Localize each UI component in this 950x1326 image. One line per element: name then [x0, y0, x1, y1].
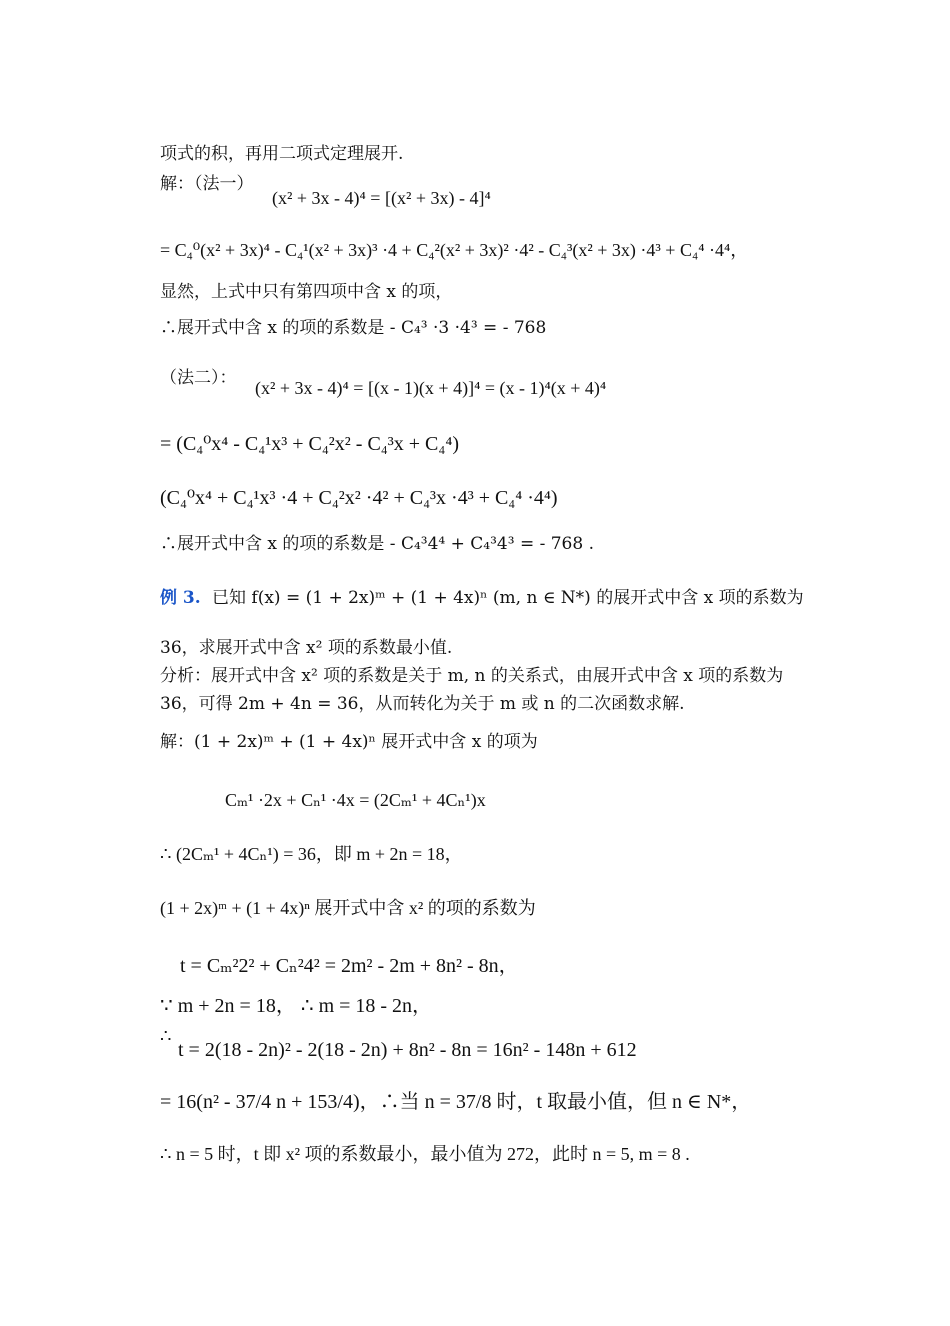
text-line: 项式的积，再用二项式定理展开.: [160, 144, 404, 164]
formula-line: = 16(n² - 37/4 n + 153/4)，∴当 n = 37/8 时，t 取最小值，但 n ∈ N*，: [160, 1091, 752, 1113]
formula-line: = (C₄⁰x⁴ - C₄¹x³ + C₄²x² - C₄³x + C₄⁴): [160, 433, 459, 455]
text-line: 显然，上式中只有第四项中含 x 的项，: [160, 282, 453, 302]
text-line: 36，求展开式中含 x² 项的系数最小值.: [160, 638, 453, 658]
text-line: 分析：展开式中含 x² 项的系数是关于 m, n 的关系式，由展开式中含 x 项的系数为: [160, 666, 784, 686]
text-line: ∴展开式中含 x 的项的系数是 - C₄³4⁴ + C₄³4³ = - 768 .: [160, 534, 594, 554]
formula-line: ∴ (2Cₘ¹ + 4Cₙ¹) = 36，即 m + 2n = 18，: [160, 844, 463, 864]
formula-line: (x² + 3x - 4)⁴ = [(x² + 3x) - 4]⁴: [272, 188, 491, 208]
formula-line: (x² + 3x - 4)⁴ = [(x - 1)(x + 4)]⁴ = (x - 1)⁴(x + 4)⁴: [255, 378, 607, 398]
formula-line: ∵ m + 2n = 18， ∴ m = 18 - 2n，: [160, 995, 433, 1017]
formula-line: = C₄⁰(x² + 3x)⁴ - C₄¹(x² + 3x)³ ·4 + C₄²(x² + 3x)² ·4² - C₄³(x² + 3x) ·4³ + C₄⁴ ·4⁴，: [160, 240, 749, 260]
formula-line: t = 2(18 - 2n)² - 2(18 - 2n) + 8n² - 8n = 16n² - 148n + 612: [178, 1039, 637, 1061]
text-line: 解：（法一）: [160, 174, 254, 194]
formula-line: (C₄⁰x⁴ + C₄¹x³ ·4 + C₄²x² ·4² + C₄³x ·4³ + C₄⁴ ·4⁴): [160, 487, 558, 509]
therefore-symbol: ∴: [160, 1026, 172, 1046]
text-line: 已知 f(x) = (1 + 2x)ᵐ + (1 + 4x)ⁿ (m, n ∈ N*) 的展开式中含 x 项的系数为: [212, 588, 804, 608]
formula-line: Cₘ¹ ·2x + Cₙ¹ ·4x = (2Cₘ¹ + 4Cₙ¹)x: [225, 790, 486, 810]
example-label: 例 3.: [160, 588, 201, 608]
formula-line: (1 + 2x)ᵐ + (1 + 4x)ⁿ 展开式中含 x² 的项的系数为: [160, 898, 536, 918]
formula-line: ∴ n = 5 时，t 即 x² 项的系数最小，最小值为 272，此时 n = 5, m = 8 .: [160, 1144, 690, 1164]
text-line: ∴展开式中含 x 的项的系数是 - C₄³ ·3 ·4³ = - 768: [160, 318, 547, 338]
text-line: 解：(1 + 2x)ᵐ + (1 + 4x)ⁿ 展开式中含 x 的项为: [160, 732, 538, 752]
formula-line: t = Cₘ²2² + Cₙ²4² = 2m² - 2m + 8n² - 8n，: [180, 955, 519, 977]
text-line: （法二）：: [160, 368, 237, 388]
text-line: 36，可得 2m + 4n = 36，从而转化为关于 m 或 n 的二次函数求解.: [160, 694, 685, 714]
